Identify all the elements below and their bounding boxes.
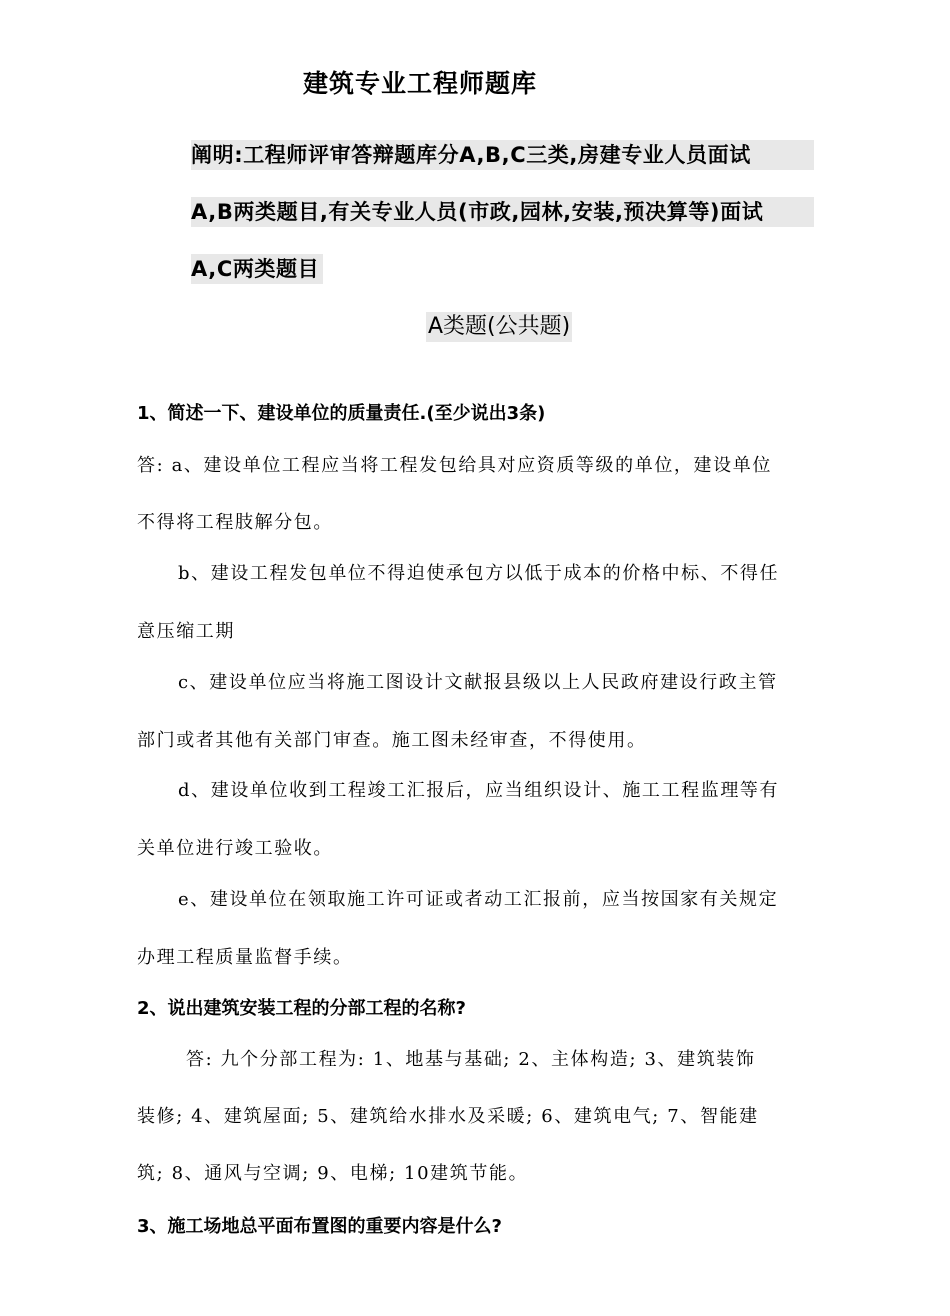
section-heading: A类题(公共题) bbox=[426, 312, 572, 342]
answer-2-line: 筑; 8、通风与空调; 9、电梯; 10建筑节能。 bbox=[137, 1163, 529, 1184]
answer-1-line: e、建设单位在领取施工许可证或者动工汇报前，应当按国家有关规定 bbox=[178, 889, 779, 910]
answer-1-line: b、建设工程发包单位不得迫使承包方以低于成本的价格中标、不得任 bbox=[178, 563, 780, 584]
note-line-3: A,C两类题目 bbox=[191, 254, 323, 284]
answer-1-line: 部门或者其他有关部门审查。施工图未经审查，不得使用。 bbox=[137, 730, 647, 751]
question-2-heading: 2、说出建筑安装工程的分部工程的名称? bbox=[137, 998, 466, 1019]
answer-1-line: c、建设单位应当将施工图设计文献报县级以上人民政府建设行政主管 bbox=[178, 672, 778, 693]
answer-1-line: d、建设单位收到工程竣工汇报后，应当组织设计、施工工程监理等有 bbox=[178, 780, 780, 801]
answer-2-line: 装修; 4、建筑屋面; 5、建筑给水排水及采暖; 6、建筑电气; 7、智能建 bbox=[137, 1106, 759, 1127]
question-3-heading: 3、施工场地总平面布置图的重要内容是什么? bbox=[137, 1216, 502, 1237]
answer-1-line: 答: a、建设单位工程应当将工程发包给具对应资质等级的单位，建设单位 bbox=[137, 455, 772, 476]
answer-1-line: 意压缩工期 bbox=[137, 621, 235, 642]
answer-1-line: 不得将工程肢解分包。 bbox=[137, 512, 333, 533]
question-1-heading: 1、简述一下、建设单位的质量责任.(至少说出3条) bbox=[137, 403, 546, 424]
answer-1-line: 关单位进行竣工验收。 bbox=[137, 838, 333, 859]
answer-2-line: 答: 九个分部工程为: 1、地基与基础; 2、主体构造; 3、建筑装饰 bbox=[186, 1049, 756, 1070]
note-line-1: 阐明:工程师评审答辩题库分A,B,C三类,房建专业人员面试 bbox=[191, 140, 814, 170]
document-title: 建筑专业工程师题库 bbox=[303, 69, 538, 98]
note-line-2: A,B两类题目,有关专业人员(市政,园林,安装,预决算等)面试 bbox=[191, 197, 814, 227]
answer-1-line: 办理工程质量监督手续。 bbox=[137, 947, 353, 968]
